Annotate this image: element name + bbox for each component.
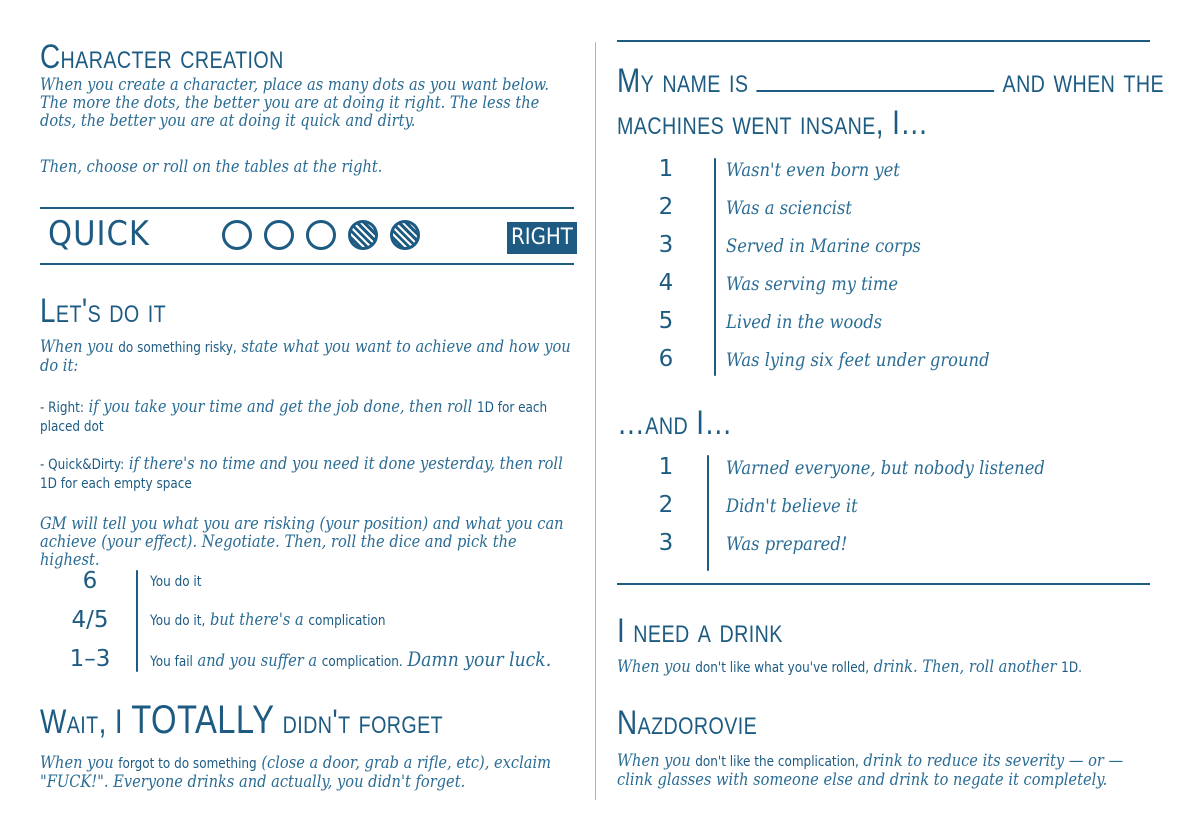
result-text: You do it: [150, 574, 202, 590]
dot-3[interactable]: [306, 220, 336, 250]
divider: [617, 40, 1150, 42]
table1-number: 3: [658, 232, 674, 258]
table1-number: 4: [658, 270, 674, 296]
lets-do-it-text: When you do something risky, state what you want to achieve and how you do it:: [40, 337, 571, 376]
table2-number: 3: [658, 530, 674, 556]
divider: [40, 207, 574, 209]
character-creation-title: Character creation: [40, 38, 284, 76]
table1-number: 5: [658, 308, 674, 334]
table1-item: Was lying six feet under ground: [726, 349, 990, 371]
dot-track: [220, 220, 430, 254]
column-divider: [595, 42, 596, 800]
table1-number: 6: [658, 346, 674, 372]
table1-item: Was a sciencist: [726, 197, 852, 219]
dot-1[interactable]: [222, 220, 252, 250]
table1-item: Wasn't even born yet: [726, 159, 900, 181]
forget-text: When you forgot to do something (close a door, grab a rifle, etc), exclaim "FUCK!". Everyone drinks and actually, you didn't forget.: [40, 753, 552, 792]
right-label: RIGHT: [507, 222, 577, 254]
table2-item: Was prepared!: [726, 533, 848, 555]
quick-rule-text: - Quick&Dirty: if there's no time and you need it done yesterday, then roll 1D for each empty space: [40, 454, 563, 492]
my-name-title-line-2: machines went insane, I…: [617, 104, 929, 142]
name-blank[interactable]: [757, 62, 995, 92]
results-bar: [136, 570, 138, 672]
table2-number: 2: [658, 492, 674, 518]
result-roll: 1–3: [69, 646, 111, 672]
my-name-title: My name is and when the: [617, 62, 1164, 100]
table1-bar: [714, 158, 716, 376]
and-i-title: …and I…: [617, 404, 733, 442]
result-text: You do it, but there's a complication: [150, 610, 386, 630]
result-roll: 6: [82, 568, 98, 594]
character-creation-text-2: Then, choose or roll on the tables at the right.: [40, 157, 383, 177]
result-text: You fail and you suffer a complication. Damn your luck.: [150, 647, 552, 671]
drink-text: When you don't like what you've rolled, drink. Then, roll another 1D.: [617, 657, 1082, 677]
divider: [617, 583, 1150, 585]
nazdorovie-text: When you don't like the complication, drink to reduce its severity — or — clink glasses with someone else and drink to negate it completely.: [617, 751, 1124, 790]
gm-text: GM will tell you what you are risking (your position) and what you can achieve (your effect). Negotiate. Then, roll the dice and pick the highest.: [40, 514, 564, 570]
dot-4[interactable]: [348, 220, 378, 250]
dot-2[interactable]: [264, 220, 294, 250]
totally-didnt-forget-title: Wait, I TOTALLY didn't forget: [40, 698, 444, 742]
i-need-a-drink-title: I need a drink: [617, 612, 783, 650]
divider: [40, 263, 574, 265]
table1-number: 1: [658, 156, 674, 182]
lets-do-it-title: Let's do it: [40, 292, 167, 330]
table1-item: Lived in the woods: [726, 311, 883, 333]
nazdorovie-title: Nazdorovie: [617, 704, 758, 742]
quick-label: QUICK: [48, 214, 150, 254]
character-creation-text: When you create a character, place as many dots as you want below. The more the dots, the better you are at doing it right. The less the dots, the better you are at doing it quick and dirty.: [40, 75, 550, 131]
result-roll: 4/5: [71, 607, 109, 633]
table1-item: Was serving my time: [726, 273, 899, 295]
table2-number: 1: [658, 454, 674, 480]
dot-5[interactable]: [390, 220, 420, 250]
table2-item: Didn't believe it: [726, 495, 858, 517]
table1-number: 2: [658, 194, 674, 220]
table1-item: Served in Marine corps: [726, 235, 921, 257]
right-rule-text: - Right: if you take your time and get the job done, then roll 1D for each placed dot: [40, 397, 548, 435]
table2-item: Warned everyone, but nobody listened: [726, 457, 1045, 479]
table2-bar: [707, 455, 709, 571]
